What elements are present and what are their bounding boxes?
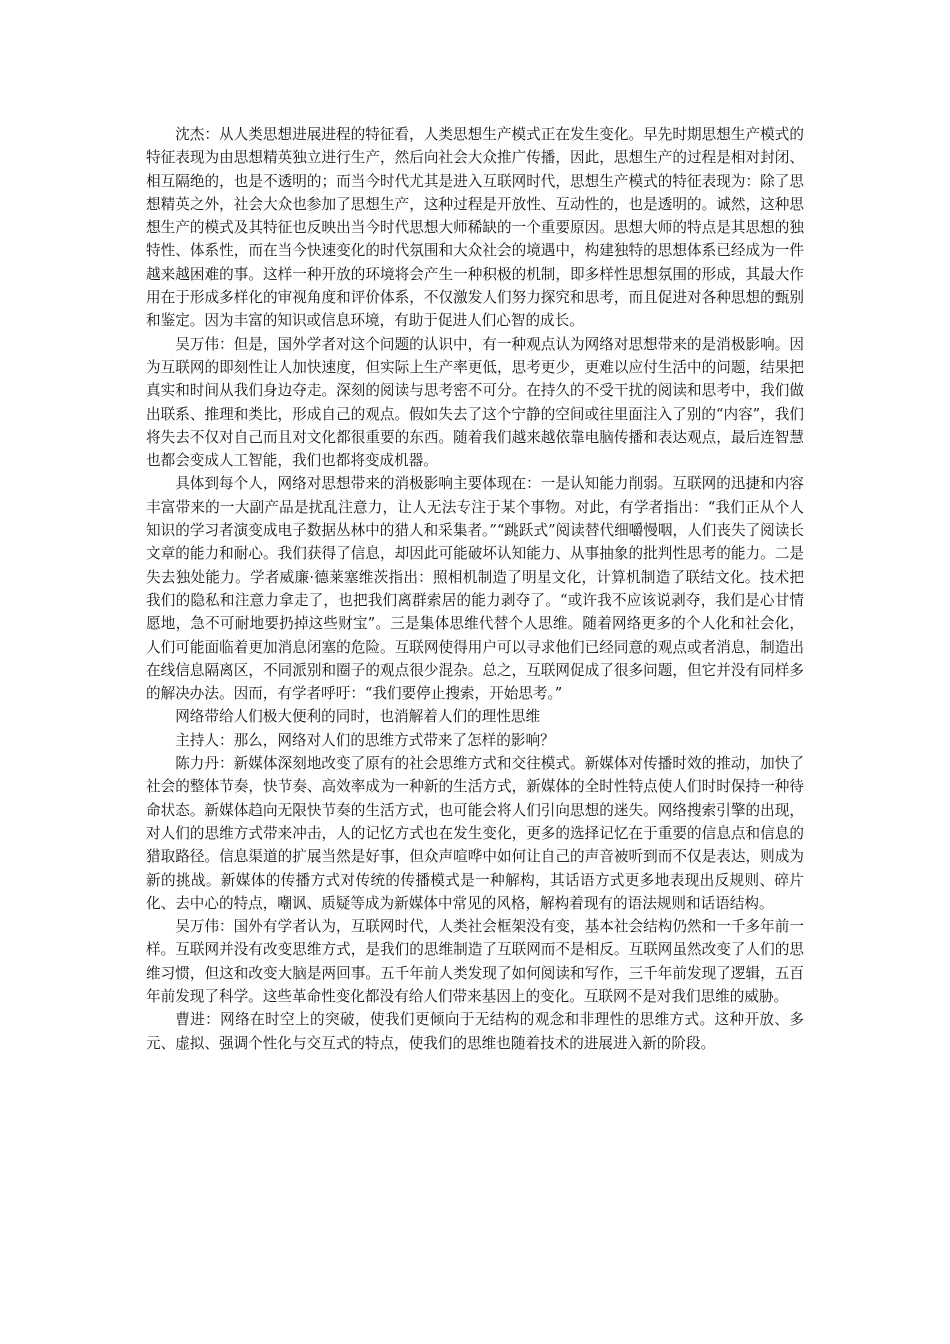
paragraph-shen-jie: 沈杰：从人类思想进展进程的特征看，人类思想生产模式正在发生变化。早先时期思想生产模式的特征表现为由思想精英独立进行生产，然后向社会大众推广传播，因此，思想生产的过程是相对封闭、相互隔绝的，也是不透明的；而当今时代尤其是进入互联网时代，思想生产模式的特征表现为：除了思想精英之外，社会大众也参加了思想生产，这种过程是开放性、互动性的，也是透明的。诚然，这种思想生产的模式及其特征也反映出当今时代思想大师稀缺的一个重要原因。思想大师的特点是其思想的独特性、体系性，而在当今快速变化的时代氛围和大众社会的境遇中，构建独特的思想体系已经成为一件越来越困难的事。这样一种开放的环境将会产生一种积极的机制，即多样性思想氛围的形成，其最大作用在于形成多样化的审视角度和评价体系，不仅激发人们努力探究和思考，而且促进对各种思想的甄别和鉴定。因为丰富的知识或信息环境，有助于促进人们心智的成长。: [146, 126, 804, 330]
paragraph-negative-effects: 具体到每个人，网络对思想带来的消极影响主要体现在：一是认知能力削弱。互联网的迅捷和内容丰富带来的一大副产品是扰乱注意力，让人无法专注于某个事物。对此，有学者指出：“我们正从个人知识的学习者演变成电子数据丛林中的猎人和采集者。”“跳跃式”阅读替代细嚼慢咽，人们丧失了阅读长文章的能力和耐心。我们获得了信息，却因此可能破坏认知能力、从事抽象的批判性思考的能力。二是失去独处能力。学者威廉·德莱塞维茨指出：照相机制造了明星文化，计算机制造了联结文化。技术把我们的隐私和注意力拿走了，也把我们离群索居的能力剥夺了。“或许我不应该说剥夺，我们是心甘情愿地，急不可耐地要扔掉这些财宝”。三是集体思维代替个人思维。随着网络更多的个人化和社会化，人们可能面临着更加消息闭塞的危险。互联网使得用户可以寻求他们已经同意的观点或者消息，制造出在线信息隔离区，不同派别和圈子的观点很少混杂。总之，互联网促成了很多问题，但它并没有同样多的解决办法。因而，有学者呼吁：“我们要停止搜索，开始思考。”: [146, 475, 804, 703]
paragraph-host-question: 主持人：那么，网络对人们的思维方式带来了怎样的影响？: [175, 731, 555, 749]
section-heading: 网络带给人们极大便利的同时，也消解着人们的理性思维: [175, 708, 541, 726]
paragraph-chen-lidan: 陈力丹：新媒体深刻地改变了原有的社会思维方式和交往模式。新媒体对传播时效的推动，加快了社会的整体节奏，快节奏、高效率成为一种新的生活方式，新媒体的全时性特点使人们时时保持一种待命状态。新媒体趋向无限快节奏的生活方式，也可能会将人们引向思想的迷失。网络搜索引擎的出现，对人们的思维方式带来冲击，人的记忆方式也在发生变化，更多的选择记忆在于重要的信息点和信息的猎取路径。信息渠道的扩展当然是好事，但众声喧哗中如何让自己的声音被听到而不仅是表达，则成为新的挑战。新媒体的传播方式对传统的传播模式是一种解构，其话语方式更多地表现出反规则、碎片化、去中心的特点，嘲讽、质疑等成为新媒体中常见的风格，解构着现有的语法规则和话语结构。: [146, 755, 804, 912]
document-body: [146, 123, 804, 1055]
paragraph-wu-wanwei-1: 吴万伟：但是，国外学者对这个问题的认识中，有一种观点认为网络对思想带来的是消极影响。因为互联网的即刻性让人加快速度，但实际上生产率更低，思考更少，更难以应付生活中的问题，结果把真实和时间从我们身边夺走。深刻的阅读与思考密不可分。在持久的不受干扰的阅读和思考中，我们做出联系、推理和类比，形成自己的观点。假如失去了这个宁静的空间或往里面注入了别的“内容”，我们将失去不仅对自己而且对文化都很重要的东西。随着我们越来越依靠电脑传播和表达观点，最后连智慧也都会变成人工智能，我们也都将变成机器。: [146, 335, 804, 470]
paragraph-cao-jin: 曹进：网络在时空上的突破，使我们更倾向于无结构的观念和非理性的思维方式。这种开放、多元、虚拟、强调个性化与交互式的特点，使我们的思维也随着技术的进展进入新的阶段。: [146, 1011, 804, 1052]
paragraph-wu-wanwei-2: 吴万伟：国外有学者认为，互联网时代，人类社会框架没有变，基本社会结构仍然和一千多年前一样。互联网并没有改变思维方式，是我们的思维制造了互联网而不是相反。互联网虽然改变了人们的思维习惯，但这和改变大脑是两回事。五千年前人类发现了如何阅读和写作，三千年前发现了逻辑，五百年前发现了科学。这些革命性变化都没有给人们带来基因上的变化。互联网不是对我们思维的威胁。: [146, 918, 804, 1005]
